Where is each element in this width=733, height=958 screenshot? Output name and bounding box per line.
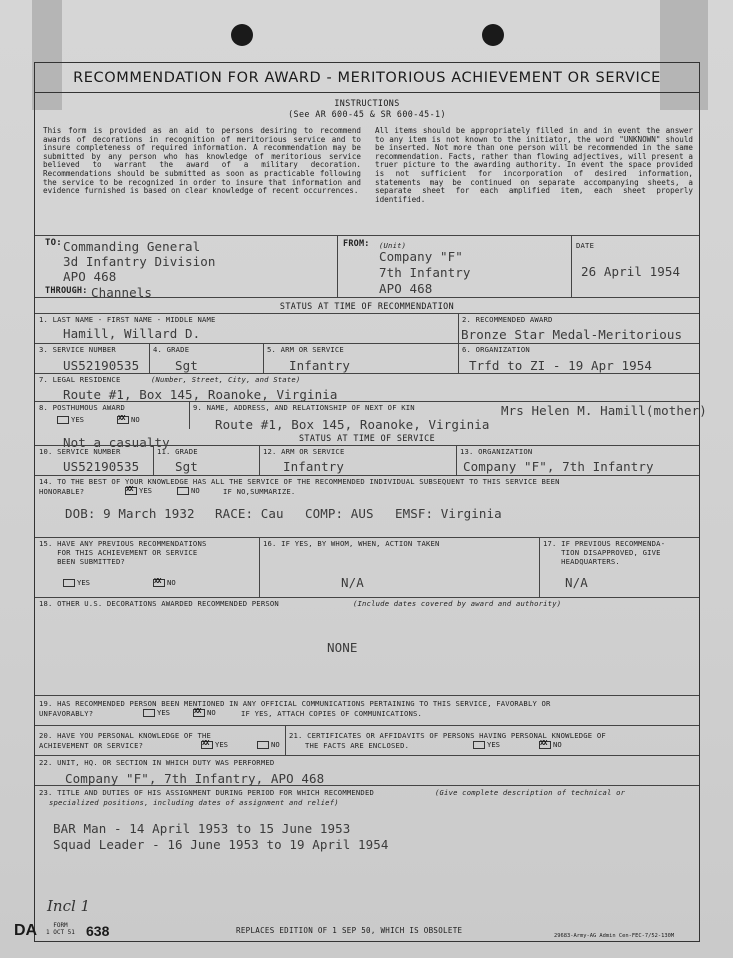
field-21-label-2: THE FACTS ARE ENCLOSED. (305, 741, 410, 750)
instructions-reference: (See AR 600-45 & SR 600-45-1) (288, 109, 446, 119)
field-10-value: US52190535 (63, 459, 140, 474)
field-5-label: 5. ARM OR SERVICE (267, 345, 344, 354)
field-20-label-2: ACHIEVEMENT OR SERVICE? (39, 741, 144, 750)
field-10-label: 10. SERVICE NUMBER (39, 447, 121, 456)
field-11-value: Sgt (175, 459, 198, 474)
footer-form-edition: FORM 1 OCT 51 (46, 922, 75, 936)
field-17-value: N/A (565, 575, 588, 590)
field-2-label: 2. RECOMMENDED AWARD (462, 315, 553, 324)
field-8-yes-option[interactable]: YES (57, 415, 84, 424)
field-21-yes-option[interactable]: YES (473, 740, 500, 749)
field-14-label-1: 14. TO THE BEST OF YOUR KNOWLEDGE HAS ALL THE SERVICE OF THE RECOMMENDED INDIVIDUAL SUBSEQUENT TO THIS SERVICE BEEN (39, 477, 560, 486)
from-unit-label: (Unit) (379, 241, 407, 250)
field-9-value-2: Route #1, Box 145, Roanoke, Virginia (215, 417, 490, 432)
field-12-value: Infantry (283, 459, 345, 474)
field-16-value: N/A (341, 575, 364, 590)
date-label: DATE (576, 241, 595, 250)
form-title: RECOMMENDATION FOR AWARD - MERITORIOUS ACHIEVEMENT OR SERVICE (35, 63, 699, 93)
from-line-2: 7th Infantry (379, 265, 471, 280)
field-19-tail: IF YES, ATTACH COPIES OF COMMUNICATIONS. (241, 709, 423, 718)
field-19-no-checkbox[interactable] (193, 709, 205, 717)
field-15-no-option[interactable]: XX NO (153, 578, 176, 587)
field-23-value-1: BAR Man - 14 April 1953 to 15 June 1953 (53, 821, 351, 836)
field-2-value: Bronze Star Medal-Meritorious (461, 327, 683, 342)
date-value: 26 April 1954 (581, 264, 681, 279)
field-4-value: Sgt (175, 358, 198, 373)
through-value: Channels (91, 285, 153, 300)
field-7-label: 7. LEGAL RESIDENCE (39, 375, 121, 384)
field-8-no-option[interactable]: XX NO (117, 415, 140, 424)
to-line-2: 3d Infantry Division (63, 254, 216, 269)
field-3-value: US52190535 (63, 358, 140, 373)
field-15-yes-option[interactable]: YES (63, 578, 90, 587)
field-19-yes-checkbox[interactable] (143, 709, 155, 717)
field-14-dob: DOB: 9 March 1932 (65, 506, 195, 521)
footer-replaces-note: REPLACES EDITION OF 1 SEP 50, WHICH IS OBSOLETE (236, 926, 463, 935)
instructions-heading: INSTRUCTIONS (334, 98, 400, 108)
status-recommendation-header: STATUS AT TIME OF RECOMMENDATION (279, 301, 455, 311)
field-6-value: Trfd to ZI - 19 Apr 1954 (469, 358, 653, 373)
field-21-no-option[interactable]: XX NO (539, 740, 562, 749)
punch-hole-left (231, 24, 253, 46)
field-11-label: 11. GRADE (157, 447, 198, 456)
from-label: FROM: (343, 239, 370, 249)
field-8-yes-checkbox[interactable] (57, 416, 69, 424)
footer-form-number: 638 (86, 923, 110, 939)
through-label: THROUGH: (45, 286, 88, 296)
field-14-no-checkbox[interactable] (177, 487, 189, 495)
field-14-race: RACE: Cau (215, 506, 284, 521)
field-4-label: 4. GRADE (153, 345, 190, 354)
field-14-yes-option[interactable]: XX YES (125, 486, 152, 495)
field-19-no-option[interactable]: XX NO (193, 708, 216, 717)
field-21-no-checkbox[interactable] (539, 741, 551, 749)
field-13-value: Company "F", 7th Infantry (463, 459, 654, 474)
to-line-1: Commanding General (63, 239, 201, 254)
field-15-no-checkbox[interactable] (153, 579, 165, 587)
field-19-yes-option[interactable]: YES (143, 708, 170, 717)
field-13-label: 13. ORGANIZATION (460, 447, 533, 456)
field-15-label: 15. HAVE ANY PREVIOUS RECOMMENDATIONS FOR THIS ACHIEVEMENT OR SERVICE BEEN SUBMITTED? (39, 539, 207, 566)
field-20-yes-checkbox[interactable] (201, 741, 213, 749)
punch-hole-right (482, 24, 504, 46)
field-19-label-2: UNFAVORABLY? (39, 709, 94, 718)
field-6-label: 6. ORGANIZATION (462, 345, 530, 354)
status-service-header: STATUS AT TIME OF SERVICE (298, 433, 436, 443)
from-line-1: Company "F" (379, 249, 463, 264)
field-14-no-option[interactable]: NO (177, 486, 200, 495)
field-21-label-1: 21. CERTIFICATES OR AFFIDAVITS OF PERSONS HAVING PERSONAL KNOWLEDGE OF (289, 731, 606, 740)
field-20-yes-option[interactable]: XX YES (201, 740, 228, 749)
instructions-right: All items should be appropriately filled in and in event the answer to any item is not known to the initiator, the word "UNKNOWN" should be inserted. Not more than one person will be recommended in the same recommendation. Facts, rather than flowing adjectives, will present a truer picture to the awarding authority. In event the space provided is not sufficient for incorporation of desired information, statements may be continued on separate accompanying sheets, a separate sheet for each amplified item, each sheet properly identified. (375, 126, 693, 204)
field-8-label: 8. POSTHUMOUS AWARD (39, 403, 126, 412)
field-8-note: Not a casualty (63, 435, 170, 450)
field-15-yes-checkbox[interactable] (63, 579, 75, 587)
field-22-value: Company "F", 7th Infantry, APO 468 (65, 771, 325, 786)
field-23-hint-1: (Give complete description of technical or (435, 788, 626, 797)
field-8-no-checkbox[interactable] (117, 416, 129, 424)
field-17-label: 17. IF PREVIOUS RECOMMENDA- TION DISAPPROVED, GIVE HEADQUARTERS. (543, 539, 666, 566)
field-20-no-checkbox[interactable] (257, 741, 269, 749)
footer-print-code: 29683-Army-AG Admin Cen-FEC-7/52-130M (554, 933, 675, 939)
field-14-emsf: EMSF: Virginia (395, 506, 502, 521)
field-1-label: 1. LAST NAME - FIRST NAME - MIDDLE NAME (39, 315, 216, 324)
field-9-value-1: Mrs Helen M. Hamill(mother) (501, 403, 707, 418)
instructions-left: This form is provided as an aid to persons desiring to recommend awards of decorations in recognition of meritorious service and to insure completeness of required information. A recommendation may be submitted by any person who has knowledge of meritorious service believed to warrant the award of a military decoration. Recommendations should be submitted as soon as practicable following the service to be recognized in order to insure that information and evidence furnished is based on clear knowledge of recent occurrences. (43, 126, 361, 196)
handwritten-annotation: Incl 1 (47, 897, 91, 915)
field-23-value-2: Squad Leader - 16 June 1953 to 19 April 1954 (53, 837, 389, 852)
field-14-label-2: HONORABLE? (39, 487, 85, 496)
field-18-label: 18. OTHER U.S. DECORATIONS AWARDED RECOMMENDED PERSON (39, 599, 279, 608)
from-line-3: APO 468 (379, 281, 433, 296)
field-12-label: 12. ARM OR SERVICE (263, 447, 345, 456)
to-label: TO: (45, 238, 62, 248)
field-20-no-option[interactable]: NO (257, 740, 280, 749)
field-9-label: 9. NAME, ADDRESS, AND RELATIONSHIP OF NEXT OF KIN (193, 403, 415, 412)
field-19-label-1: 19. HAS RECOMMENDED PERSON BEEN MENTIONED IN ANY OFFICIAL COMMUNICATIONS PERTAINING TO THIS SERVICE, FAVORABLY OR (39, 699, 551, 708)
field-14-yes-checkbox[interactable] (125, 487, 137, 495)
field-21-yes-checkbox[interactable] (473, 741, 485, 749)
field-14-comp: COMP: AUS (305, 506, 374, 521)
field-14-tail: IF NO,SUMMARIZE. (223, 487, 296, 496)
field-20-label-1: 20. HAVE YOU PERSONAL KNOWLEDGE OF THE (39, 731, 212, 740)
field-22-label: 22. UNIT, HQ. OR SECTION IN WHICH DUTY WAS PERFORMED (39, 758, 275, 767)
field-18-hint: (Include dates covered by award and authority) (353, 599, 562, 608)
field-16-label: 16. IF YES, BY WHOM, WHEN, ACTION TAKEN (263, 539, 440, 548)
footer-da: DA (14, 922, 38, 939)
field-18-value: NONE (327, 640, 358, 655)
field-7-value: Route #1, Box 145, Roanoke, Virginia (63, 387, 338, 402)
field-3-label: 3. SERVICE NUMBER (39, 345, 116, 354)
field-23-hint-2: specialized positions, including dates of assignment and relief) (49, 798, 339, 807)
field-23-label: 23. TITLE AND DUTIES OF HIS ASSIGNMENT DURING PERIOD FOR WHICH RECOMMENDED (39, 788, 375, 797)
field-1-value: Hamill, Willard D. (63, 326, 201, 341)
field-5-value: Infantry (289, 358, 351, 373)
to-line-3: APO 468 (63, 269, 117, 284)
award-form (34, 62, 707, 942)
field-7-hint: (Number, Street, City, and State) (151, 375, 301, 384)
